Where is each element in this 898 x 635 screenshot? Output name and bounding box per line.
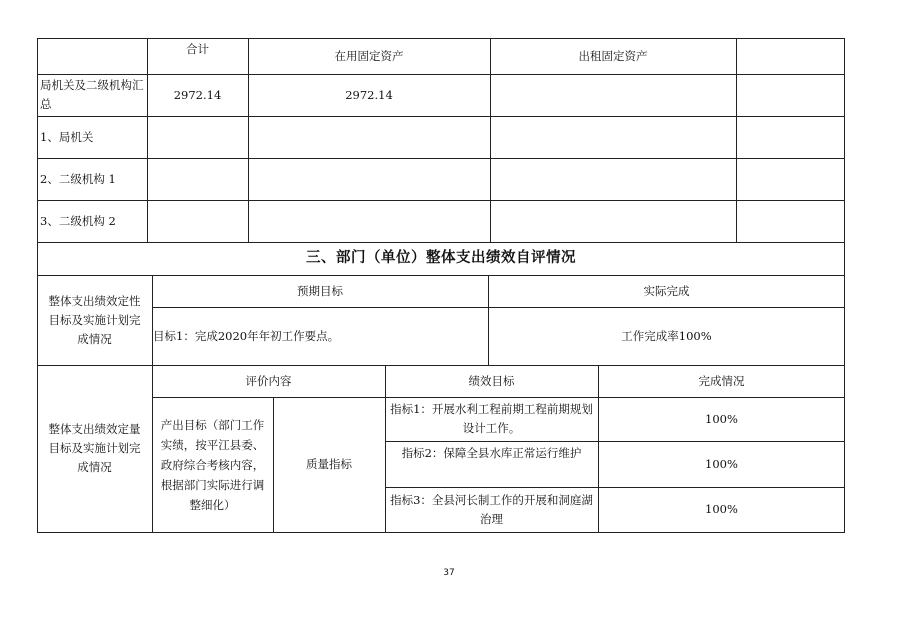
row-label: 1、局机关	[40, 129, 94, 144]
rule	[147, 38, 148, 242]
indicator-target: 指标2：保障全县水库正常运行维护	[401, 446, 582, 460]
indicator-completion: 100%	[705, 502, 738, 516]
row-in-use: 2972.14	[345, 87, 393, 102]
quality-indicator: 质量指标	[306, 457, 352, 471]
header-extra	[736, 38, 844, 74]
row-label: 2、二级机构 1	[40, 171, 116, 186]
actual-completion-header: 实际完成	[643, 283, 690, 298]
indicator-target: 指标3：全县河长制工作的开展和洞庭湖治理	[390, 492, 593, 526]
qualitative-label: 整体支出绩效定性目标及实施计划完成情况	[48, 293, 141, 346]
section-title: 三、部门（单位）整体支出绩效自评情况	[306, 250, 576, 266]
row-label: 局机关及二级机构汇总	[40, 78, 144, 111]
header-total: 合计	[186, 41, 209, 56]
completion-header: 完成情况	[698, 373, 745, 388]
indicator-completion: 100%	[705, 456, 738, 471]
quantitative-label: 整体支出绩效定量目标及实施计划完成情况	[48, 422, 141, 474]
row-total: 2972.14	[173, 87, 222, 102]
eval-content-header: 评价内容	[245, 373, 292, 388]
header-in-use-assets: 在用固定资产	[334, 48, 404, 63]
actual-completion-value: 工作完成率100%	[621, 328, 712, 343]
performance-target-header: 绩效目标	[468, 373, 515, 388]
indicator-target: 指标1：开展水利工程前期工程前期规划设计工作。	[390, 402, 593, 435]
rule	[37, 532, 845, 533]
rule	[37, 158, 845, 159]
rule	[37, 116, 845, 117]
header-leased-assets: 出租固定资产	[578, 48, 648, 63]
expected-target-value: 目标1：完成2020年年初工作要点。	[153, 328, 340, 343]
row-label: 3、二级机构 2	[40, 213, 116, 228]
page-number: 37	[443, 568, 455, 578]
indicator-completion: 100%	[705, 411, 738, 426]
rule	[37, 200, 845, 201]
row-leased	[490, 74, 736, 116]
expected-target-header: 预期目标	[297, 283, 343, 298]
output-target: 产出目标（部门工作实绩，按平江县委、政府综合考核内容，根据部门实际进行调整细化）	[160, 417, 265, 512]
